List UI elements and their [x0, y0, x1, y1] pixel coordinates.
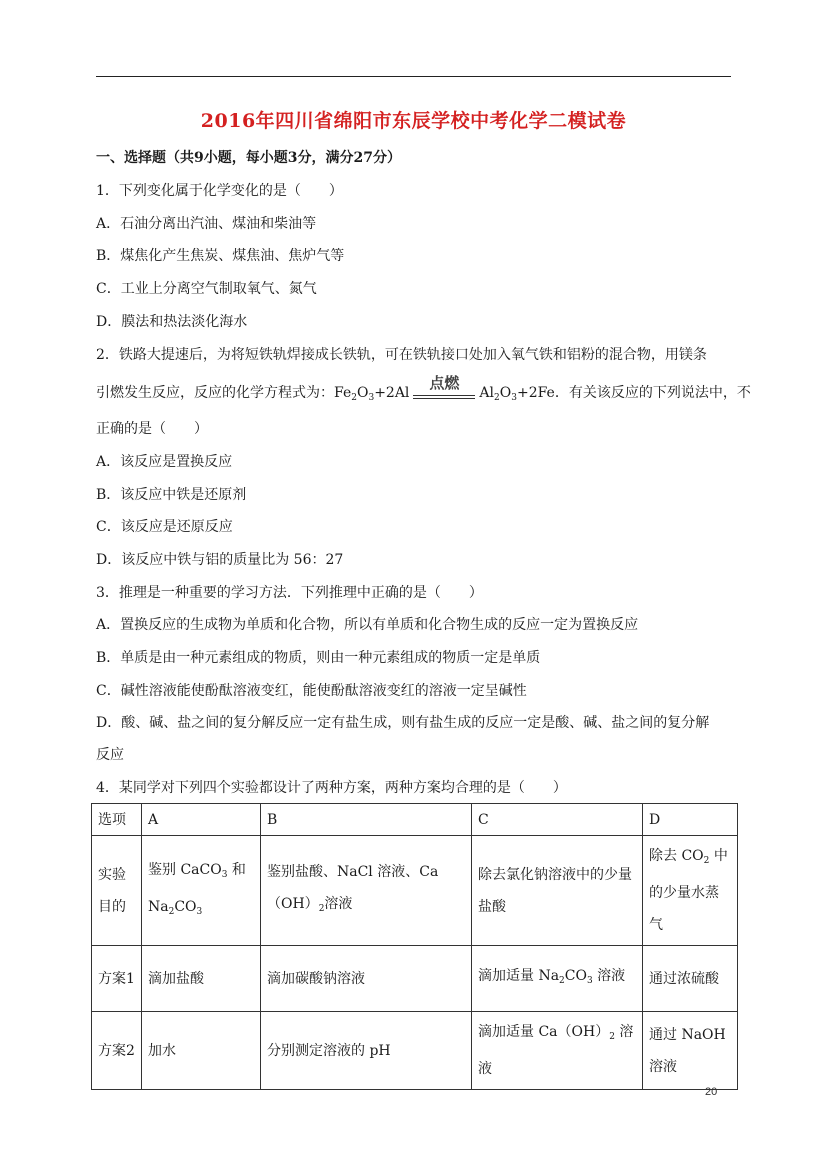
table-cell: 滴加碳酸钠溶液 [261, 946, 472, 1012]
table-header-cell: D [643, 804, 738, 836]
table-cell: 除去氯化钠溶液中的少量盐酸 [472, 836, 643, 946]
table-header-cell: B [261, 804, 472, 836]
table-row [92, 946, 738, 1012]
q4-stem: 4．某同学对下列四个实验都设计了两种方案，两种方案均合理的是（ ） [96, 780, 567, 796]
q3-option-d-line2: 反应 [96, 747, 124, 763]
table-cell: 加水 [142, 1012, 261, 1090]
q1-option-a: A．石油分离出汽油、煤油和柴油等 [96, 216, 317, 232]
q2-option-c: C．该反应是还原反应 [96, 519, 233, 535]
table-header-cell: 选项 [92, 804, 142, 836]
q1-option-c: C．工业上分离空气制取氧气、氮气 [96, 281, 317, 297]
table-cell: 实验目的 [92, 836, 142, 946]
table-cell: 滴加适量 $Na_2CO_3$ 溶液 [472, 946, 643, 1012]
q4-options-table [91, 803, 738, 1090]
table-row [92, 836, 738, 946]
q2-option-a: A．该反应是置换反应 [96, 454, 233, 470]
q3-option-a: A．置换反应的生成物为单质和化合物，所以有单质和化合物生成的反应一定为置换反应 [96, 617, 639, 633]
q2-option-b: B．该反应中铁是还原剂 [96, 487, 247, 503]
q2-line2-suffix: ．有关该反应的下列说法中，不 [554, 385, 751, 401]
equation-reactants: $Fe_2O_3+2Al$ [334, 385, 410, 403]
q3-option-d-line1: D．酸、碱、盐之间的复分解反应一定有盐生成，则有盐生成的反应一定是酸、碱、盐之间的复分解 [96, 715, 710, 731]
table-cell: 滴加盐酸 [142, 946, 261, 1012]
table-cell: 鉴别 CaCO$_3$ 和 $Na_2CO_3$ [142, 836, 261, 946]
reaction-condition: 点燃 [429, 374, 460, 392]
table-cell: 方案1 [92, 946, 142, 1012]
header-rule [96, 76, 731, 77]
table-header-cell: A [142, 804, 261, 836]
q2-option-d: D．该反应中铁与铝的质量比为 56：27 [96, 552, 344, 568]
q2-stem-line1: 2．铁路大提速后，为将短铁轨焊接成长铁轨，可在铁轨接口处加入氧气铁和铝粉的混合物，用镁条 [96, 347, 707, 363]
q2-stem-line2 [96, 374, 751, 408]
table-cell: 通过 NaOH 溶液 [643, 1012, 738, 1090]
table-row [92, 1012, 738, 1090]
page-number: 20 [705, 1086, 718, 1098]
q3-option-b: B．单质是由一种元素组成的物质，则由一种元素组成的物质一定是单质 [96, 650, 541, 666]
table-cell: 鉴别盐酸、NaCl 溶液、$Ca(OH)_2$溶液 [261, 836, 472, 946]
q2-line2-prefix: 引燃发生反应，反应的化学方程式为： [96, 385, 334, 401]
q3-option-c: C．碱性溶液能使酚酞溶液变红，能使酚酞溶液变红的溶液一定呈碱性 [96, 683, 527, 699]
table-header-cell: C [472, 804, 643, 836]
table-cell: 滴加适量 $Ca(OH)_2$ 溶液 [472, 1012, 643, 1090]
page-title: 2016年四川省绵阳市东辰学校中考化学二模试卷 [200, 110, 627, 132]
table-row [92, 804, 738, 836]
table-cell: 分别测定溶液的 pH [261, 1012, 472, 1090]
q2-stem-line3: 正确的是（ ） [96, 421, 208, 437]
reaction-arrow [413, 374, 475, 403]
q3-stem: 3．推理是一种重要的学习方法．下列推理中正确的是（ ） [96, 585, 483, 601]
q1-option-d: D．膜法和热法淡化海水 [96, 314, 248, 330]
table-cell: 通过浓硫酸 [643, 946, 738, 1012]
q1-option-b: B．煤焦化产生焦炭、煤焦油、焦炉气等 [96, 248, 345, 264]
table-cell: 方案2 [92, 1012, 142, 1090]
section-heading: 一、选择题（共9小题，每小题3分，满分27分） [96, 150, 401, 166]
q1-stem: 1．下列变化属于化学变化的是（ ） [96, 183, 343, 199]
equation-products: $Al_2O_3+2Fe$ [479, 385, 555, 403]
table-cell: 除去 $CO_2$ 中的少量水蒸气 [643, 836, 738, 946]
